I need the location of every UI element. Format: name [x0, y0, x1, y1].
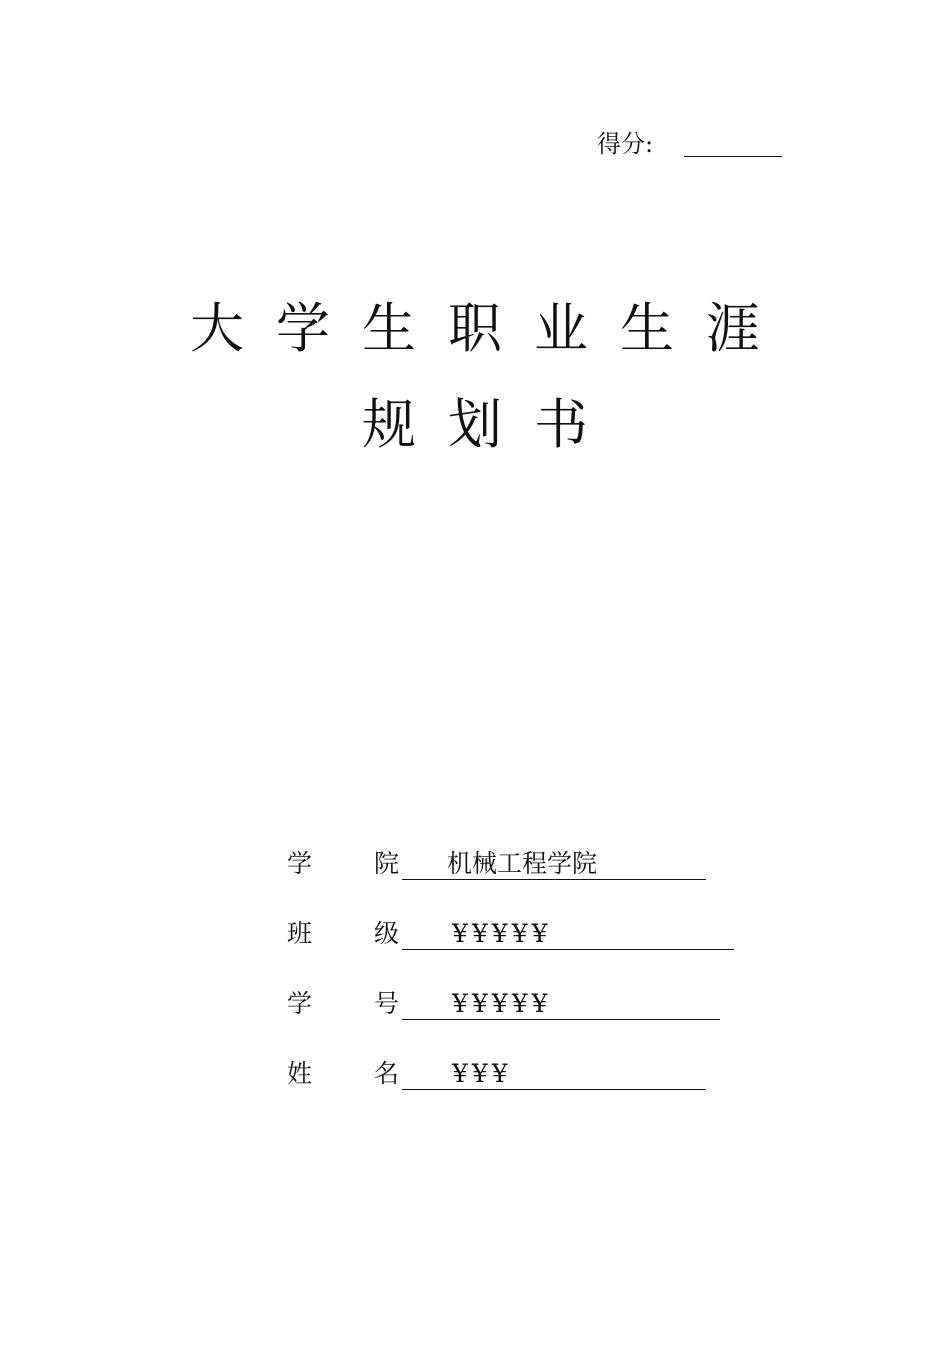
class-value: ¥¥¥¥¥ — [452, 919, 552, 948]
document-title-line2: 规划书 — [362, 393, 620, 456]
student-id-label-char2: 号 — [374, 989, 400, 1018]
name-value: ¥¥¥ — [452, 1059, 512, 1088]
student-id-underline — [402, 1019, 720, 1020]
document-title-line1: 大学生职业生涯 — [190, 297, 792, 360]
class-label-char1: 班 — [287, 919, 313, 948]
score-blank-line — [684, 156, 782, 157]
name-underline — [402, 1089, 706, 1090]
name-label-char2: 名 — [374, 1059, 400, 1088]
student-id-value: ¥¥¥¥¥ — [452, 989, 552, 1018]
college-value: 机械工程学院 — [447, 849, 598, 878]
score-label: 得分: — [597, 130, 654, 158]
class-label-char2: 级 — [374, 919, 400, 948]
college-label-char1: 学 — [287, 849, 313, 878]
student-id-label-char1: 学 — [287, 989, 313, 1018]
name-label-char1: 姓 — [287, 1059, 313, 1088]
college-label-char2: 院 — [374, 849, 400, 878]
